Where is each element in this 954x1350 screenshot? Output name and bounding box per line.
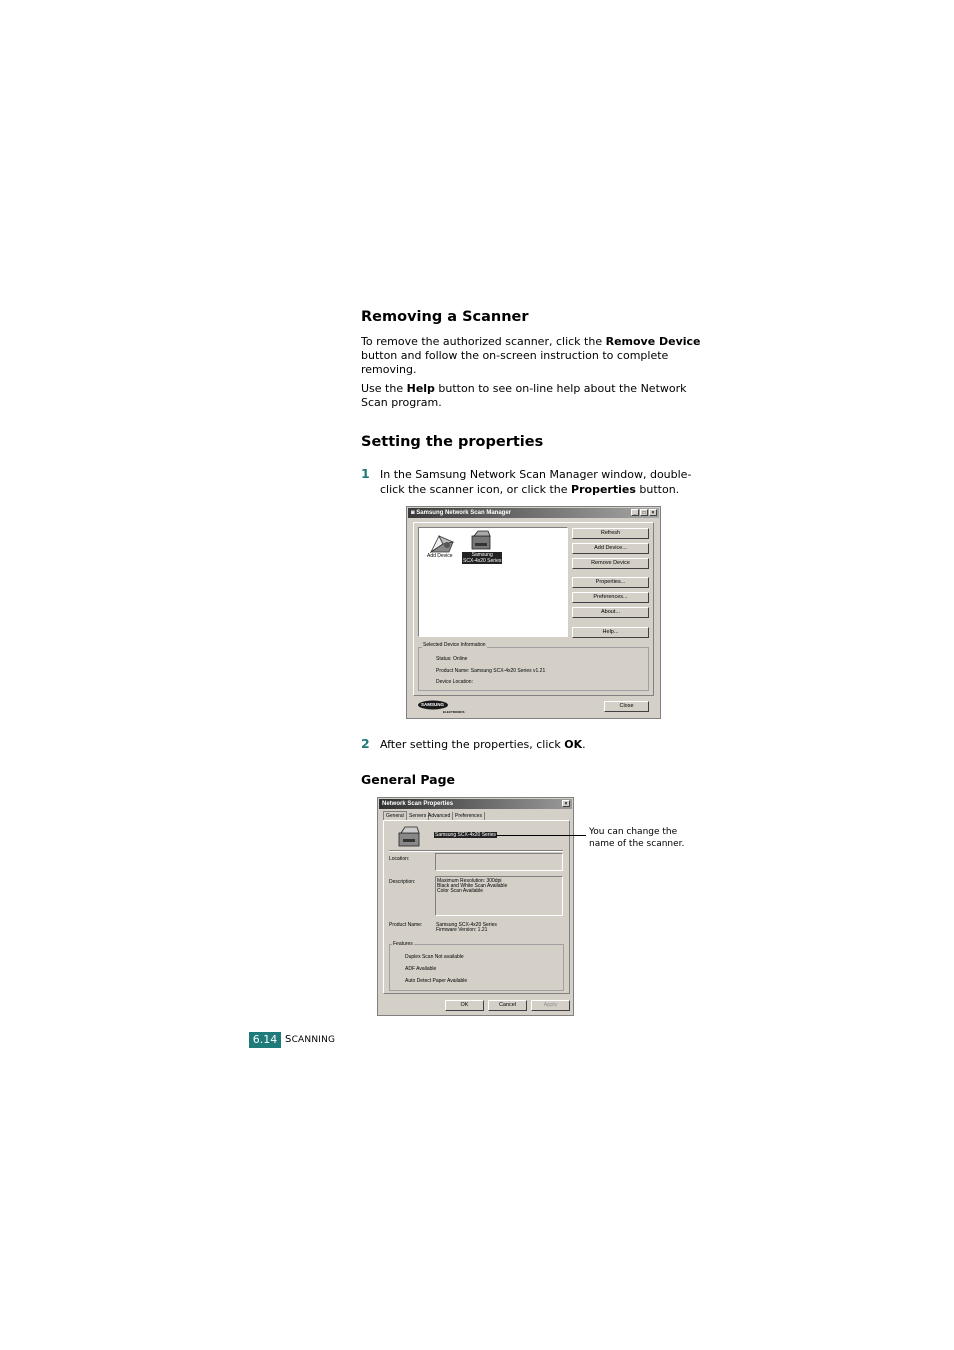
removing-paragraph-1: To remove the authorized scanner, click the Remove Device button and follow the on-screen instruction to complete removing. [361, 335, 701, 376]
features-label: Features [393, 941, 413, 947]
removing-paragraph-2: Use the Help button to see on-line help about the Network Scan program. [361, 382, 687, 409]
network-scan-properties-window [377, 797, 574, 1016]
help-button[interactable]: Help... [572, 627, 649, 638]
close-icon[interactable]: × [649, 509, 657, 516]
feature-duplex: Duplex Scan Not available [405, 954, 464, 960]
remove-device-button[interactable]: Remove Device [572, 558, 649, 569]
description-line-2: Black and White Scan Available [437, 883, 508, 889]
callout-line [496, 835, 586, 836]
scanner-label-line1: Samsung [471, 552, 493, 558]
add-device-label: Add Device [427, 553, 453, 559]
tab-general[interactable]: General [383, 811, 407, 820]
callout-line-2: name of the scanner. [589, 839, 685, 849]
name-divider [389, 850, 563, 852]
product-name-line-2: Firmware Version: 1.21 [436, 927, 488, 933]
preferences-button[interactable]: Preferences... [572, 592, 649, 603]
step-number-1: 1 [361, 466, 370, 481]
samsung-logo-text: SAMSUNG [421, 702, 445, 707]
samsung-logo-sub: ELECTRONICS [443, 710, 465, 714]
about-button[interactable]: About... [572, 607, 649, 618]
product-name-line-1: Samsung SCX-4x20 Series [436, 922, 497, 928]
properties-close-icon[interactable]: × [562, 800, 570, 807]
maximize-icon[interactable]: □ [640, 509, 648, 516]
tab-preferences[interactable]: Preferences [453, 812, 485, 820]
scan-manager-title: Samsung Network Scan Manager [416, 510, 511, 516]
scanner-icon[interactable] [469, 530, 493, 552]
properties-title: Network Scan Properties [382, 801, 454, 807]
minimize-icon[interactable]: _ [631, 509, 639, 516]
description-box[interactable] [435, 876, 563, 916]
scanner-label-line2: SCX-4x20 Series [463, 558, 502, 564]
callout-line-1: You can change the [589, 827, 678, 837]
section-heading-removing: Removing a Scanner [361, 309, 529, 325]
selected-device-info-label: Selected Device Information [423, 642, 486, 648]
step-number-2: 2 [361, 736, 370, 751]
ok-button[interactable]: OK [445, 1000, 484, 1011]
device-product-name: Product Name: Samsung SCX-4x20 Series v1.21 [436, 668, 546, 674]
scanner-device-icon [395, 825, 423, 849]
refresh-button[interactable]: Refresh [572, 528, 649, 539]
device-location: Device Location: [436, 679, 473, 685]
properties-titlebar [379, 799, 572, 809]
callout-text [589, 826, 684, 850]
scanner-name-input[interactable]: Samsung SCX-4x20 Series [435, 832, 496, 838]
scan-manager-titlebar [408, 508, 659, 518]
tab-advanced[interactable]: Advanced [426, 812, 453, 820]
description-label: Description: [389, 879, 416, 885]
tab-servers[interactable]: Servers [407, 812, 429, 820]
description-line-3: Color Scan Available [437, 888, 484, 894]
page-number: 6.14 [249, 1032, 281, 1048]
location-input[interactable] [435, 853, 563, 871]
close-button[interactable]: Close [604, 701, 649, 712]
feature-auto-detect: Auto Detect Paper Available [405, 978, 468, 984]
step-text-1: In the Samsung Network Scan Manager window, double-click the scanner icon, or click the Properties button. [380, 468, 692, 496]
add-device-button[interactable]: Add Device... [572, 543, 649, 554]
device-list[interactable] [418, 527, 568, 637]
step-text-2: After setting the properties, click OK. [380, 738, 586, 751]
footer-section-name: SCANNING [285, 1034, 336, 1045]
location-label: Location: [389, 856, 410, 862]
apply-button[interactable]: Apply [531, 1000, 570, 1011]
scanner-label[interactable] [462, 552, 502, 564]
device-status: Status: Online [436, 656, 468, 662]
description-line-1: Maximum Resolution: 300dpi [437, 878, 502, 884]
general-page-heading: General Page [361, 772, 456, 787]
section-heading-properties: Setting the properties [361, 434, 544, 450]
cancel-button[interactable]: Cancel [488, 1000, 527, 1011]
properties-button[interactable]: Properties... [572, 577, 649, 588]
add-device-icon[interactable] [429, 532, 455, 554]
product-name-label: Product Name: [389, 922, 423, 928]
feature-adf: ADF Available [405, 966, 437, 972]
scanner-app-icon: ◙ [411, 510, 417, 516]
scan-manager-window [406, 506, 661, 719]
